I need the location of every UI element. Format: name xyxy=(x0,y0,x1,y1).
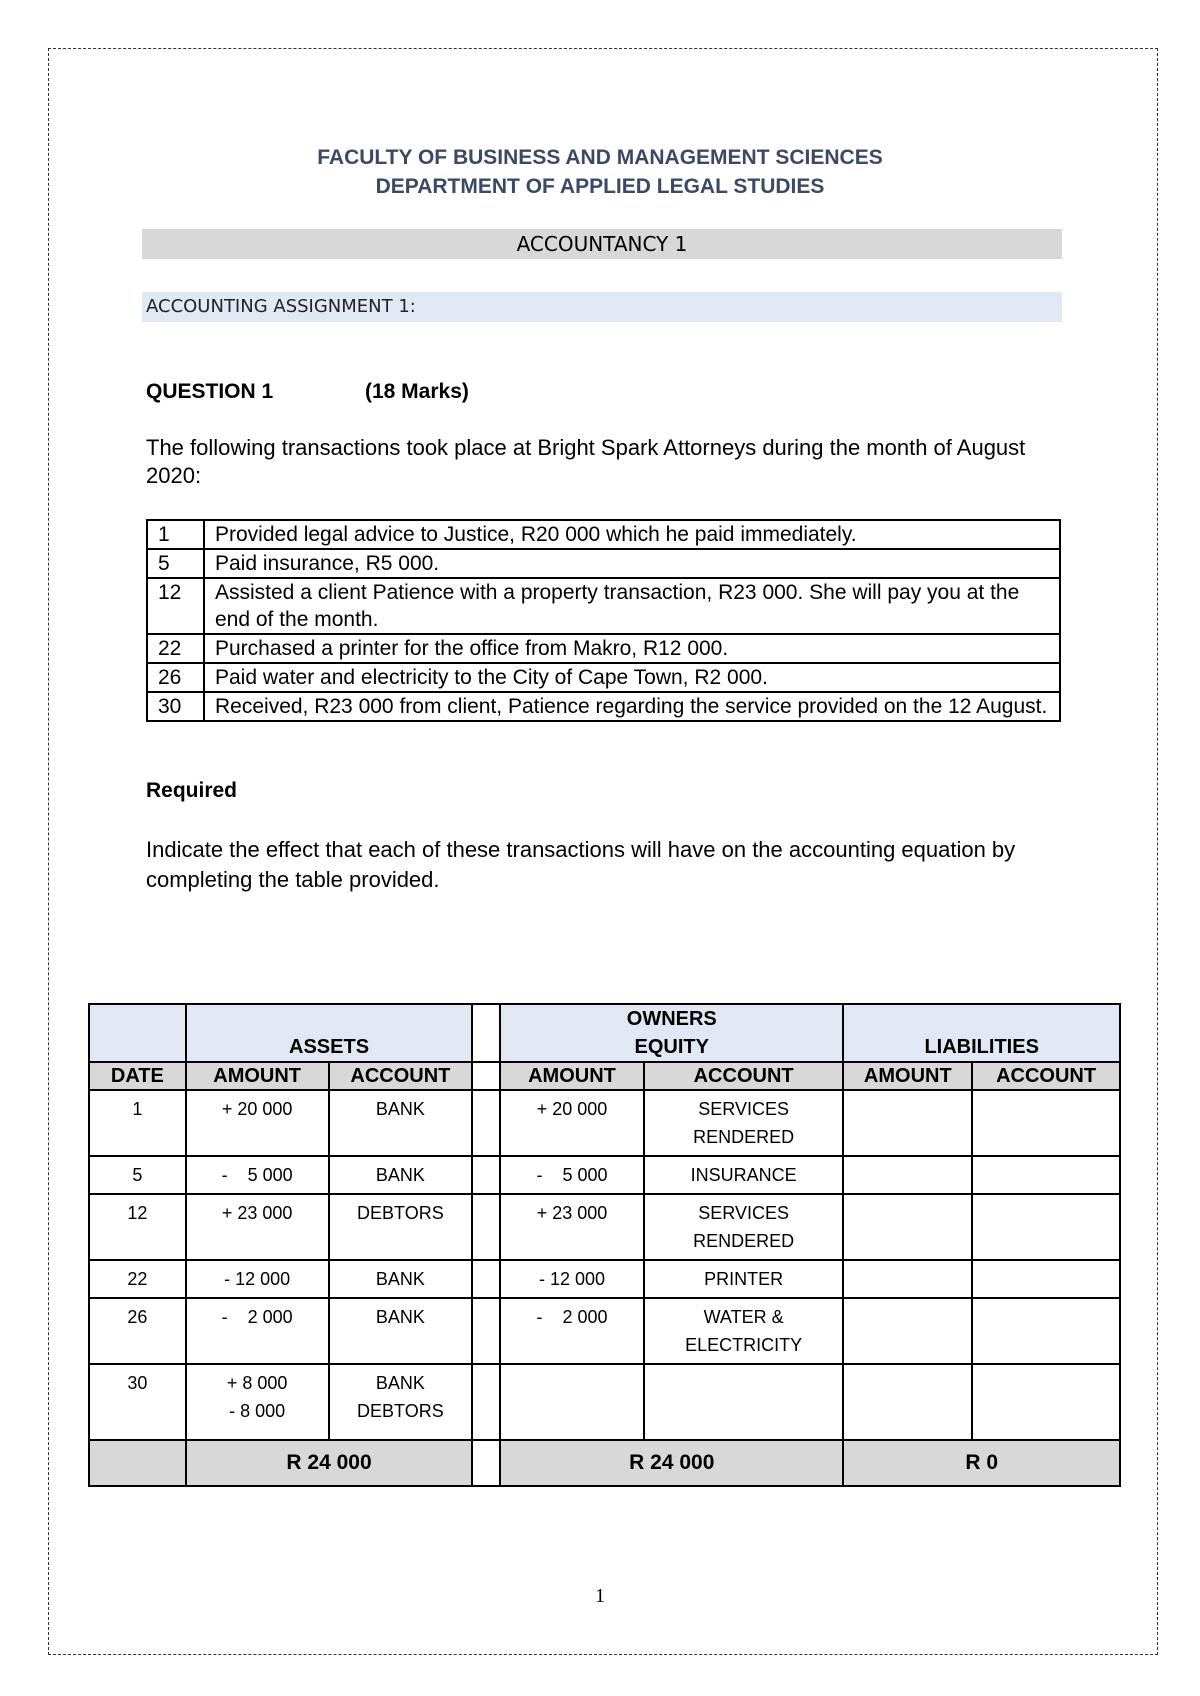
liability-account xyxy=(972,1260,1120,1298)
equity-amount-line: - 5 000 xyxy=(536,1165,608,1185)
equity-account xyxy=(644,1364,844,1440)
equity-account-line: RENDERED xyxy=(693,1127,795,1147)
asset-account xyxy=(329,1364,473,1440)
transaction-row xyxy=(147,520,1060,549)
liability-amount xyxy=(843,1156,972,1194)
equity-account-header: ACCOUNT xyxy=(644,1062,844,1090)
equity-account-line: PRINTER xyxy=(704,1269,784,1289)
question-title: QUESTION 1 xyxy=(146,380,274,403)
transaction-row xyxy=(147,692,1060,721)
asset-account-line: BANK xyxy=(375,1099,425,1119)
assignment-title: ACCOUNTING ASSIGNMENT 1: xyxy=(142,292,1062,322)
liability-amount xyxy=(843,1260,972,1298)
equity-amount-line: + 20 000 xyxy=(536,1099,608,1119)
question-intro: The following transactions took place at Bright Spark Attorneys during the month of August 2020: xyxy=(146,435,1026,488)
column-header-row xyxy=(89,1062,1120,1090)
asset-amount xyxy=(186,1364,329,1440)
equity-amount-line: - 12 000 xyxy=(538,1269,606,1289)
assets-header: ASSETS xyxy=(186,1004,473,1062)
asset-account xyxy=(329,1194,473,1260)
equity-amount-header: AMOUNT xyxy=(500,1062,644,1090)
equity-header-line1: OWNERS xyxy=(626,1008,717,1030)
equity-account xyxy=(644,1298,844,1364)
equity-total: R 24 000 xyxy=(500,1440,843,1486)
transaction-day: 30 xyxy=(147,692,204,721)
liabilities-header: LIABILITIES xyxy=(843,1004,1120,1062)
transaction-text: Provided legal advice to Justice, R20 000 which he paid immediately. xyxy=(204,520,1060,549)
equation-row xyxy=(89,1194,1120,1260)
equity-account-line: INSURANCE xyxy=(690,1165,797,1185)
equity-amount xyxy=(500,1090,644,1156)
totals-blank xyxy=(89,1440,186,1486)
page-number: 1 xyxy=(595,1585,605,1607)
equity-amount xyxy=(500,1260,644,1298)
transaction-text: Received, R23 000 from client, Patience regarding the service provided on the 12 August. xyxy=(204,692,1060,721)
course-title: ACCOUNTANCY 1 xyxy=(142,229,1062,259)
assets-amount-header: AMOUNT xyxy=(186,1062,329,1090)
transaction-row xyxy=(147,578,1060,634)
asset-account-line: BANK xyxy=(375,1307,425,1327)
liability-account xyxy=(972,1298,1120,1364)
asset-amount-line: - 8 000 xyxy=(229,1401,286,1421)
transaction-row xyxy=(147,663,1060,692)
transaction-text: Paid insurance, R5 000. xyxy=(204,549,1060,578)
equity-amount xyxy=(500,1298,644,1364)
asset-amount xyxy=(186,1298,329,1364)
row-date: 22 xyxy=(89,1260,186,1298)
transaction-text: Paid water and electricity to the City of Cape Town, R2 000. xyxy=(204,663,1060,692)
asset-account-line: BANK xyxy=(375,1269,425,1289)
transaction-text: Purchased a printer for the office from Makro, R12 000. xyxy=(204,634,1060,663)
equity-amount-line: + 23 000 xyxy=(536,1203,608,1223)
equity-amount xyxy=(500,1364,644,1440)
equity-account xyxy=(644,1194,844,1260)
required-heading: Required xyxy=(146,779,238,802)
liability-amount xyxy=(843,1090,972,1156)
asset-account-line: DEBTORS xyxy=(357,1203,444,1223)
liabilities-amount-header: AMOUNT xyxy=(843,1062,972,1090)
equity-account-line: SERVICES xyxy=(698,1099,789,1119)
equity-amount xyxy=(500,1156,644,1194)
transaction-day: 22 xyxy=(147,634,204,663)
liability-account xyxy=(972,1156,1120,1194)
totals-row xyxy=(89,1440,1120,1486)
liability-amount xyxy=(843,1364,972,1440)
row-date: 5 xyxy=(89,1156,186,1194)
transaction-row xyxy=(147,634,1060,663)
equation-row xyxy=(89,1260,1120,1298)
column-gap xyxy=(472,1004,500,1062)
liability-account xyxy=(972,1364,1120,1440)
assets-total: R 24 000 xyxy=(186,1440,473,1486)
transaction-day: 1 xyxy=(147,520,204,549)
equation-row xyxy=(89,1364,1120,1440)
liability-amount xyxy=(843,1298,972,1364)
equation-row xyxy=(89,1156,1120,1194)
faculty-title: FACULTY OF BUSINESS AND MANAGEMENT SCIENCES xyxy=(317,146,883,169)
transaction-row xyxy=(147,549,1060,578)
asset-account xyxy=(329,1156,473,1194)
column-gap xyxy=(472,1440,500,1486)
equity-account-line: ELECTRICITY xyxy=(685,1335,803,1355)
asset-amount-line: + 8 000 xyxy=(226,1373,288,1393)
equity-header xyxy=(500,1004,843,1062)
asset-amount-line: + 20 000 xyxy=(221,1099,293,1119)
asset-amount-line: - 12 000 xyxy=(224,1269,291,1289)
equity-account-line: RENDERED xyxy=(693,1231,795,1251)
asset-account xyxy=(329,1090,473,1156)
asset-account-line: BANK xyxy=(375,1165,425,1185)
column-gap xyxy=(472,1156,500,1194)
asset-account-line: DEBTORS xyxy=(357,1401,444,1421)
assets-account-header: ACCOUNT xyxy=(329,1062,473,1090)
required-instruction: Indicate the effect that each of these transactions will have on the accounting equation by completing the table provided. xyxy=(146,837,1016,892)
date-column-header: DATE xyxy=(89,1062,186,1090)
row-date: 12 xyxy=(89,1194,186,1260)
liability-account xyxy=(972,1090,1120,1156)
liability-amount xyxy=(843,1194,972,1260)
equity-account xyxy=(644,1260,844,1298)
row-date: 30 xyxy=(89,1364,186,1440)
asset-amount-line: + 23 000 xyxy=(221,1203,293,1223)
column-gap xyxy=(472,1298,500,1364)
question-marks: (18 Marks) xyxy=(365,380,469,403)
equity-account-line: SERVICES xyxy=(698,1203,789,1223)
asset-account xyxy=(329,1298,473,1364)
equity-account xyxy=(644,1090,844,1156)
transaction-text: Assisted a client Patience with a property transaction, R23 000. She will pay you at the end of the month. xyxy=(204,578,1060,634)
liabilities-total: R 0 xyxy=(843,1440,1120,1486)
transaction-day: 26 xyxy=(147,663,204,692)
asset-amount xyxy=(186,1156,329,1194)
asset-amount xyxy=(186,1090,329,1156)
equity-amount-line: - 2 000 xyxy=(536,1307,608,1327)
asset-amount xyxy=(186,1194,329,1260)
group-header-row xyxy=(89,1004,1120,1062)
accounting-equation-table xyxy=(88,1003,1121,1487)
row-date: 1 xyxy=(89,1090,186,1156)
department-title: DEPARTMENT OF APPLIED LEGAL STUDIES xyxy=(375,175,825,198)
equation-row xyxy=(89,1298,1120,1364)
transactions-table xyxy=(146,519,1061,722)
row-date: 26 xyxy=(89,1298,186,1364)
column-gap xyxy=(472,1062,500,1090)
column-gap xyxy=(472,1260,500,1298)
date-header-blank xyxy=(89,1004,186,1062)
asset-account xyxy=(329,1260,473,1298)
asset-amount-line: - 5 000 xyxy=(221,1165,293,1185)
equity-account-line: WATER & xyxy=(703,1307,784,1327)
equity-account xyxy=(644,1156,844,1194)
column-gap xyxy=(472,1364,500,1440)
asset-amount xyxy=(186,1260,329,1298)
column-gap xyxy=(472,1194,500,1260)
transaction-day: 12 xyxy=(147,578,204,634)
liability-account xyxy=(972,1194,1120,1260)
equity-amount xyxy=(500,1194,644,1260)
column-gap xyxy=(472,1090,500,1156)
equation-row xyxy=(89,1090,1120,1156)
liabilities-account-header: ACCOUNT xyxy=(972,1062,1120,1090)
transaction-day: 5 xyxy=(147,549,204,578)
asset-account-line: BANK xyxy=(375,1373,425,1393)
asset-amount-line: - 2 000 xyxy=(221,1307,293,1327)
equity-header-line2: EQUITY xyxy=(634,1036,709,1058)
